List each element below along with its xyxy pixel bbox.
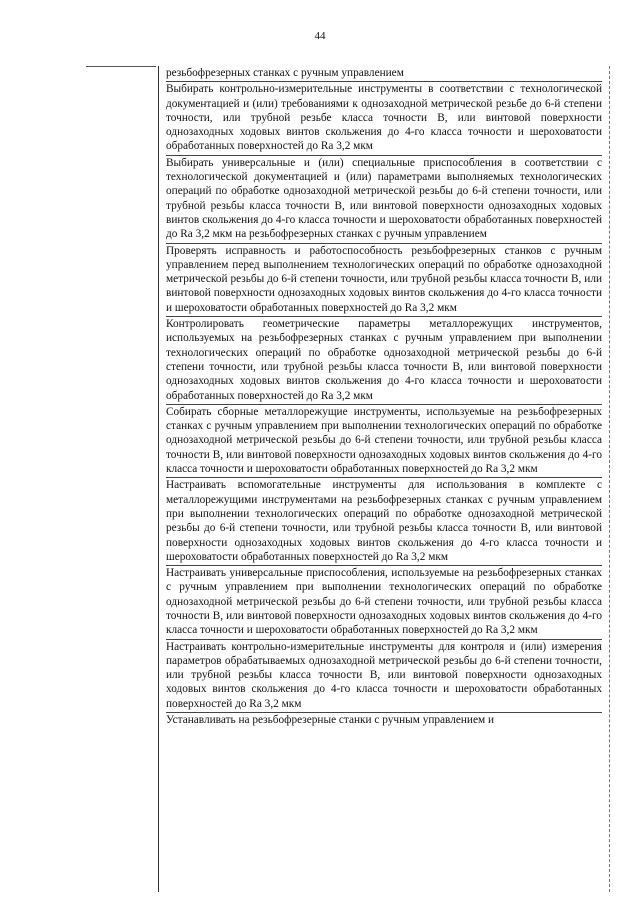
table-row: Настраивать универсальные приспособления, используемые на резьбофрезерных станках с ручным управлением при выполнении технологических операций по обработке однозаходной метрической резьбы до 6-й степени точности, или трубной резьбы класса точности В, или винтовой поверхности однозаходных ходовых винтов скольжения до 4-го класса точности и шероховатости обработанных поверхностей до Ra 3,2 мкм [166,566,602,639]
table-row: Настраивать вспомогательные инструменты для использования в комплекте с металлорежущими инструментами на резьбофрезерных станках с ручным управлением при выполнении технологических операций по обработке однозаходной метрической резьбы до 6-й степени точности, или трубной резьбы класса точности В, или винтовой поверхности однозаходных ходовых винтов скольжения до 4-го класса точности и шероховатости обработанных поверхностей до Ra 3,2 мкм [166,478,602,566]
table-row: Выбирать контрольно-измерительные инструменты в соответствии с технологической документацией и (или) требованиями к однозаходной метрической резьбе до 6-й степени точности, или трубной резьбе класса точности В, или винтовой поверхности однозаходных ходовых винтов скольжения до 4-го класса точности и шероховатости обработанных поверхностей до Ra 3,2 мкм [166,82,602,155]
skills-table [86,66,610,892]
table-rows [166,66,602,743]
table-row: Настраивать контрольно-измерительные инструменты для контроля и (или) измерения параметров обрабатываемых однозаходной метрической резьбы до 6-й степени точности, или трубной резьбы класса точности В, или винтовой поверхности однозаходных ходовых винтов скольжения до 4-го класса точности и шероховатости обработанных поверхностей до Ra 3,2 мкм [166,640,602,713]
right-border [609,66,610,892]
table-row: Устанавливать на резьбофрезерные станки с ручным управлением и [166,714,495,727]
table-row: Проверять исправность и работоспособность резьбофрезерных станков с ручным управлением перед выполнением технологических операций по обработке однозаходной метрической резьбы до 6-й степени точности, или трубной резьбы класса точности В, или винтовой поверхности однозаходных ходовых винтов скольжения до 4-го класса точности и шероховатости обработанных поверхностей до Ra 3,2 мкм [166,244,602,317]
table-row: Собирать сборные металлорежущие инструменты, используемые на резьбофрезерных станках с ручным управлением при выполнении технологических операций по обработке однозаходной метрической резьбы до 6-й степени точности, или трубной резьбы класса точности В, или винтовой поверхности однозаходных ходовых винтов скольжения до 4-го класса точности и шероховатости обработанных поверхностей до Ra 3,2 мкм [166,405,602,478]
table-row: Выбирать универсальные и (или) специальные приспособления в соответствии с технологической документацией и (или) параметрами выполняемых технологических операций по обработке однозаходной метрической резьбы до 6-й степени точности, или трубной резьбы класса точности В, или винтовой поверхности однозаходных ходовых винтов скольжения до 4-го класса точности и шероховатости обработанных поверхностей до Ra 3,2 мкм на резьбофрезерных станках с ручным управлением [166,156,602,244]
table-row: Контролировать геометрические параметры металлорежущих инструментов, используемых на резьбофрезерных станках с ручным управлением при выполнении технологических операций по обработке однозаходной метрической резьбы до 6-й степени точности, или трубной резьбы класса точности В, или винтовой поверхности однозаходных ходовых винтов скольжения до 4-го класса точности и шероховатости обработанных поверхностей до Ra 3,2 мкм [166,317,602,405]
table-row: резьбофрезерных станках с ручным управлением [166,66,602,82]
page-number: 44 [314,30,326,42]
table-rule [86,66,156,67]
column-separator [158,66,159,892]
